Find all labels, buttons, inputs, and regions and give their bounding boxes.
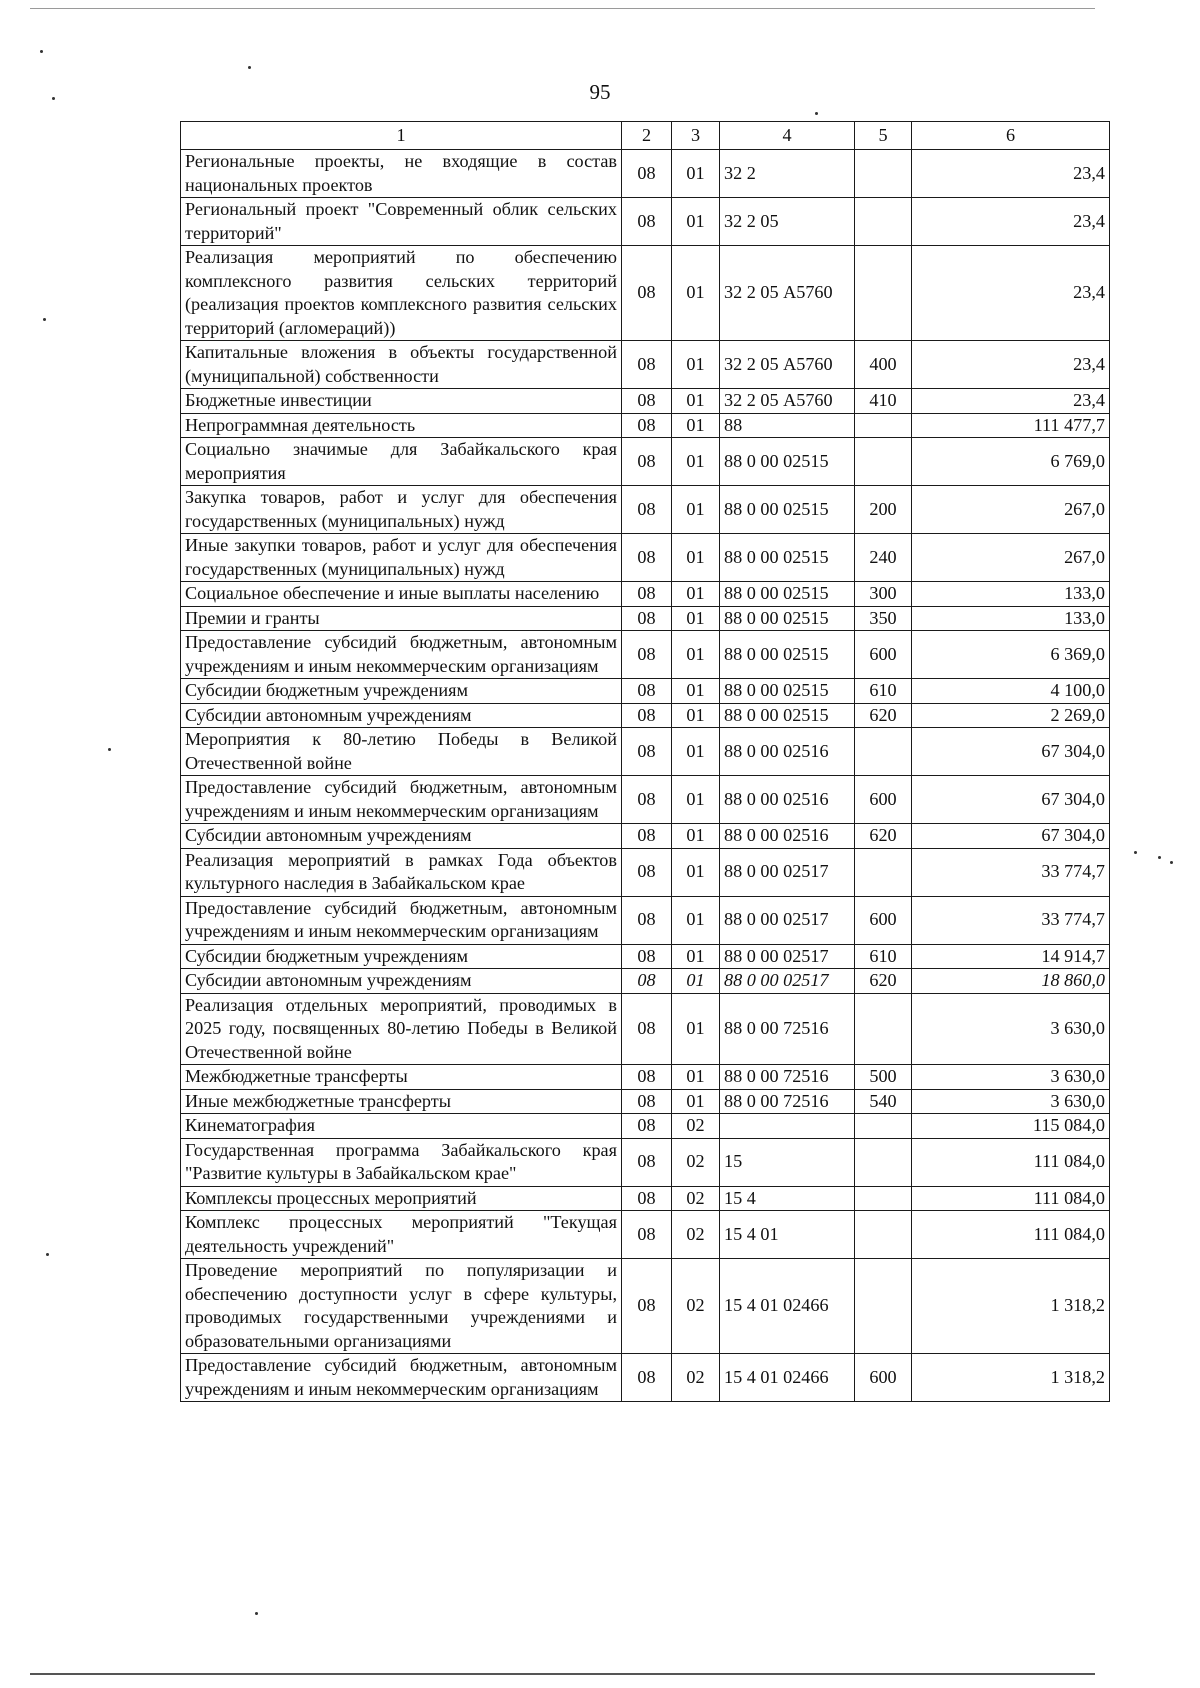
row-name-cell: Реализация мероприятий по обеспечению комплексного развития сельских территорий (реализация проектов комплексного развития сельских территорий (агломераций)) bbox=[181, 246, 622, 341]
row-name-cell: Реализация отдельных мероприятий, проводимых в 2025 году, посвященных 80-летию Победы в Великой Отечественной войне bbox=[181, 993, 622, 1065]
table-row bbox=[181, 389, 1110, 414]
row-name-cell: Иные межбюджетные трансферты bbox=[181, 1089, 622, 1114]
row-name-cell: Проведение мероприятий по популяризации и обеспечению доступности услуг в сфере культуры, проводимых государственными учреждениями и образовательными организациями bbox=[181, 1259, 622, 1354]
target-article-cell: 32 2 05 bbox=[720, 198, 855, 246]
target-article-cell: 15 4 01 02466 bbox=[720, 1354, 855, 1402]
expense-type-cell bbox=[855, 993, 912, 1065]
row-name-cell: Закупка товаров, работ и услуг для обеспечения государственных (муниципальных) нужд bbox=[181, 486, 622, 534]
row-name-cell: Региональный проект "Современный облик сельских территорий" bbox=[181, 198, 622, 246]
target-article-cell: 88 0 00 02515 bbox=[720, 631, 855, 679]
subsection-code-cell: 02 bbox=[672, 1211, 720, 1259]
section-code-cell: 08 bbox=[622, 993, 672, 1065]
table-row bbox=[181, 703, 1110, 728]
table-row bbox=[181, 150, 1110, 198]
amount-cell: 18 860,0 bbox=[912, 969, 1110, 994]
row-name-cell: Бюджетные инвестиции bbox=[181, 389, 622, 414]
scan-speck bbox=[1134, 851, 1137, 854]
header-col-5: 5 bbox=[855, 122, 912, 150]
expense-type-cell bbox=[855, 246, 912, 341]
row-name-cell: Предоставление субсидий бюджетным, автономным учреждениям и иным некоммерческим организациям bbox=[181, 776, 622, 824]
target-article-cell: 88 0 00 02517 bbox=[720, 944, 855, 969]
subsection-code-cell: 01 bbox=[672, 944, 720, 969]
expense-type-cell: 240 bbox=[855, 534, 912, 582]
expense-type-cell bbox=[855, 150, 912, 198]
row-name-cell: Государственная программа Забайкальского края "Развитие культуры в Забайкальском крае" bbox=[181, 1138, 622, 1186]
expense-type-cell bbox=[855, 728, 912, 776]
expense-type-cell: 620 bbox=[855, 703, 912, 728]
section-code-cell: 08 bbox=[622, 776, 672, 824]
target-article-cell: 88 0 00 02517 bbox=[720, 896, 855, 944]
expense-type-cell: 300 bbox=[855, 582, 912, 607]
table-row bbox=[181, 1065, 1110, 1090]
header-col-3: 3 bbox=[672, 122, 720, 150]
scan-speck bbox=[43, 318, 46, 321]
subsection-code-cell: 01 bbox=[672, 198, 720, 246]
expense-type-cell bbox=[855, 1211, 912, 1259]
expense-type-cell: 600 bbox=[855, 1354, 912, 1402]
table-row bbox=[181, 969, 1110, 994]
expense-type-cell bbox=[855, 848, 912, 896]
row-name-cell: Предоставление субсидий бюджетным, автономным учреждениям и иным некоммерческим организациям bbox=[181, 896, 622, 944]
subsection-code-cell: 01 bbox=[672, 848, 720, 896]
table-row bbox=[181, 1089, 1110, 1114]
table-row bbox=[181, 776, 1110, 824]
section-code-cell: 08 bbox=[622, 631, 672, 679]
target-article-cell: 88 0 00 02515 bbox=[720, 534, 855, 582]
section-code-cell: 08 bbox=[622, 679, 672, 704]
subsection-code-cell: 02 bbox=[672, 1186, 720, 1211]
expense-type-cell bbox=[855, 1138, 912, 1186]
target-article-cell: 15 bbox=[720, 1138, 855, 1186]
section-code-cell: 08 bbox=[622, 606, 672, 631]
amount-cell: 23,4 bbox=[912, 341, 1110, 389]
section-code-cell: 08 bbox=[622, 1114, 672, 1139]
section-code-cell: 08 bbox=[622, 1186, 672, 1211]
amount-cell: 67 304,0 bbox=[912, 728, 1110, 776]
table-row bbox=[181, 1138, 1110, 1186]
scan-speck bbox=[815, 112, 818, 115]
subsection-code-cell: 02 bbox=[672, 1114, 720, 1139]
row-name-cell: Комплекс процессных мероприятий "Текущая деятельность учреждений" bbox=[181, 1211, 622, 1259]
table-row bbox=[181, 413, 1110, 438]
subsection-code-cell: 01 bbox=[672, 703, 720, 728]
amount-cell: 33 774,7 bbox=[912, 896, 1110, 944]
expense-type-cell: 400 bbox=[855, 341, 912, 389]
target-article-cell: 88 0 00 02515 bbox=[720, 582, 855, 607]
amount-cell: 111 477,7 bbox=[912, 413, 1110, 438]
row-name-cell: Субсидии бюджетным учреждениям bbox=[181, 679, 622, 704]
amount-cell: 1 318,2 bbox=[912, 1354, 1110, 1402]
top-scan-edge bbox=[30, 8, 1095, 9]
expense-type-cell bbox=[855, 413, 912, 438]
expense-type-cell: 500 bbox=[855, 1065, 912, 1090]
table-row bbox=[181, 848, 1110, 896]
target-article-cell: 88 bbox=[720, 413, 855, 438]
scan-speck bbox=[46, 1253, 49, 1256]
header-col-4: 4 bbox=[720, 122, 855, 150]
row-name-cell: Мероприятия к 80-летию Победы в Великой Отечественной войне bbox=[181, 728, 622, 776]
table-row bbox=[181, 582, 1110, 607]
section-code-cell: 08 bbox=[622, 1089, 672, 1114]
amount-cell: 267,0 bbox=[912, 486, 1110, 534]
row-name-cell: Реализация мероприятий в рамках Года объектов культурного наследия в Забайкальском крае bbox=[181, 848, 622, 896]
expense-type-cell: 620 bbox=[855, 969, 912, 994]
amount-cell: 111 084,0 bbox=[912, 1211, 1110, 1259]
subsection-code-cell: 01 bbox=[672, 1065, 720, 1090]
subsection-code-cell: 02 bbox=[672, 1354, 720, 1402]
expense-type-cell bbox=[855, 1186, 912, 1211]
target-article-cell: 15 4 bbox=[720, 1186, 855, 1211]
amount-cell: 14 914,7 bbox=[912, 944, 1110, 969]
table-row bbox=[181, 824, 1110, 849]
section-code-cell: 08 bbox=[622, 848, 672, 896]
amount-cell: 23,4 bbox=[912, 389, 1110, 414]
section-code-cell: 08 bbox=[622, 198, 672, 246]
target-article-cell: 88 0 00 02516 bbox=[720, 824, 855, 849]
scan-speck bbox=[255, 1612, 258, 1615]
expense-type-cell bbox=[855, 1259, 912, 1354]
section-code-cell: 08 bbox=[622, 824, 672, 849]
header-col-2: 2 bbox=[622, 122, 672, 150]
header-col-1: 1 bbox=[181, 122, 622, 150]
amount-cell: 3 630,0 bbox=[912, 1065, 1110, 1090]
section-code-cell: 08 bbox=[622, 246, 672, 341]
row-name-cell: Субсидии автономным учреждениям bbox=[181, 824, 622, 849]
scan-speck bbox=[1170, 861, 1173, 864]
amount-cell: 267,0 bbox=[912, 534, 1110, 582]
section-code-cell: 08 bbox=[622, 969, 672, 994]
row-name-cell: Премии и гранты bbox=[181, 606, 622, 631]
row-name-cell: Субсидии автономным учреждениям bbox=[181, 969, 622, 994]
section-code-cell: 08 bbox=[622, 534, 672, 582]
scan-speck bbox=[248, 66, 251, 69]
section-code-cell: 08 bbox=[622, 150, 672, 198]
table-row bbox=[181, 246, 1110, 341]
subsection-code-cell: 01 bbox=[672, 776, 720, 824]
page-number: 95 bbox=[589, 80, 611, 104]
section-code-cell: 08 bbox=[622, 703, 672, 728]
subsection-code-cell: 01 bbox=[672, 606, 720, 631]
amount-cell: 111 084,0 bbox=[912, 1138, 1110, 1186]
amount-cell: 3 630,0 bbox=[912, 1089, 1110, 1114]
expense-type-cell: 600 bbox=[855, 896, 912, 944]
amount-cell: 67 304,0 bbox=[912, 824, 1110, 849]
table-row bbox=[181, 896, 1110, 944]
target-article-cell: 88 0 00 02515 bbox=[720, 703, 855, 728]
subsection-code-cell: 01 bbox=[672, 341, 720, 389]
table-row bbox=[181, 198, 1110, 246]
section-code-cell: 08 bbox=[622, 1354, 672, 1402]
row-name-cell: Социальное обеспечение и иные выплаты населению bbox=[181, 582, 622, 607]
section-code-cell: 08 bbox=[622, 582, 672, 607]
row-name-cell: Социально значимые для Забайкальского края мероприятия bbox=[181, 438, 622, 486]
table-row bbox=[181, 1259, 1110, 1354]
subsection-code-cell: 01 bbox=[672, 679, 720, 704]
scan-speck bbox=[52, 97, 55, 100]
row-name-cell: Межбюджетные трансферты bbox=[181, 1065, 622, 1090]
amount-cell: 23,4 bbox=[912, 150, 1110, 198]
target-article-cell: 32 2 05 А5760 bbox=[720, 389, 855, 414]
subsection-code-cell: 01 bbox=[672, 389, 720, 414]
amount-cell: 6 369,0 bbox=[912, 631, 1110, 679]
expense-type-cell bbox=[855, 438, 912, 486]
target-article-cell: 32 2 05 А5760 bbox=[720, 341, 855, 389]
section-code-cell: 08 bbox=[622, 486, 672, 534]
amount-cell: 4 100,0 bbox=[912, 679, 1110, 704]
target-article-cell: 88 0 00 02517 bbox=[720, 969, 855, 994]
subsection-code-cell: 01 bbox=[672, 728, 720, 776]
table-row bbox=[181, 1114, 1110, 1139]
subsection-code-cell: 01 bbox=[672, 969, 720, 994]
scan-speck bbox=[1158, 856, 1161, 859]
section-code-cell: 08 bbox=[622, 1065, 672, 1090]
expense-type-cell bbox=[855, 1114, 912, 1139]
subsection-code-cell: 02 bbox=[672, 1138, 720, 1186]
section-code-cell: 08 bbox=[622, 944, 672, 969]
amount-cell: 133,0 bbox=[912, 606, 1110, 631]
table-row bbox=[181, 1354, 1110, 1402]
subsection-code-cell: 01 bbox=[672, 993, 720, 1065]
section-code-cell: 08 bbox=[622, 1138, 672, 1186]
table-row bbox=[181, 438, 1110, 486]
amount-cell: 1 318,2 bbox=[912, 1259, 1110, 1354]
amount-cell: 115 084,0 bbox=[912, 1114, 1110, 1139]
target-article-cell: 88 0 00 02515 bbox=[720, 486, 855, 534]
row-name-cell: Капитальные вложения в объекты государственной (муниципальной) собственности bbox=[181, 341, 622, 389]
row-name-cell: Кинематография bbox=[181, 1114, 622, 1139]
expense-type-cell: 350 bbox=[855, 606, 912, 631]
section-code-cell: 08 bbox=[622, 341, 672, 389]
section-code-cell: 08 bbox=[622, 1211, 672, 1259]
row-name-cell: Иные закупки товаров, работ и услуг для обеспечения государственных (муниципальных) нужд bbox=[181, 534, 622, 582]
table-row bbox=[181, 341, 1110, 389]
subsection-code-cell: 01 bbox=[672, 534, 720, 582]
amount-cell: 67 304,0 bbox=[912, 776, 1110, 824]
subsection-code-cell: 01 bbox=[672, 438, 720, 486]
table-row bbox=[181, 1211, 1110, 1259]
section-code-cell: 08 bbox=[622, 413, 672, 438]
subsection-code-cell: 01 bbox=[672, 582, 720, 607]
amount-cell: 23,4 bbox=[912, 246, 1110, 341]
target-article-cell: 88 0 00 02515 bbox=[720, 606, 855, 631]
target-article-cell: 88 0 00 02517 bbox=[720, 848, 855, 896]
table-row bbox=[181, 606, 1110, 631]
amount-cell: 3 630,0 bbox=[912, 993, 1110, 1065]
section-code-cell: 08 bbox=[622, 389, 672, 414]
table-row bbox=[181, 631, 1110, 679]
subsection-code-cell: 01 bbox=[672, 246, 720, 341]
amount-cell: 2 269,0 bbox=[912, 703, 1110, 728]
row-name-cell: Предоставление субсидий бюджетным, автономным учреждениям и иным некоммерческим организациям bbox=[181, 1354, 622, 1402]
row-name-cell: Субсидии бюджетным учреждениям bbox=[181, 944, 622, 969]
table-header-row bbox=[181, 122, 1110, 150]
amount-cell: 133,0 bbox=[912, 582, 1110, 607]
expense-type-cell: 600 bbox=[855, 631, 912, 679]
section-code-cell: 08 bbox=[622, 728, 672, 776]
expense-type-cell: 610 bbox=[855, 944, 912, 969]
row-name-cell: Предоставление субсидий бюджетным, автономным учреждениям и иным некоммерческим организациям bbox=[181, 631, 622, 679]
amount-cell: 6 769,0 bbox=[912, 438, 1110, 486]
budget-table bbox=[180, 121, 1110, 1402]
subsection-code-cell: 01 bbox=[672, 486, 720, 534]
target-article-cell: 88 0 00 02516 bbox=[720, 776, 855, 824]
section-code-cell: 08 bbox=[622, 1259, 672, 1354]
expense-type-cell: 620 bbox=[855, 824, 912, 849]
target-article-cell: 88 0 00 02515 bbox=[720, 679, 855, 704]
row-name-cell: Комплексы процессных мероприятий bbox=[181, 1186, 622, 1211]
subsection-code-cell: 01 bbox=[672, 896, 720, 944]
table-row bbox=[181, 1186, 1110, 1211]
subsection-code-cell: 01 bbox=[672, 824, 720, 849]
scan-speck bbox=[108, 748, 111, 751]
bottom-scan-edge bbox=[30, 1673, 1095, 1675]
expense-type-cell: 200 bbox=[855, 486, 912, 534]
header-col-6: 6 bbox=[912, 122, 1110, 150]
expense-type-cell: 610 bbox=[855, 679, 912, 704]
section-code-cell: 08 bbox=[622, 896, 672, 944]
row-name-cell: Региональные проекты, не входящие в состав национальных проектов bbox=[181, 150, 622, 198]
scan-speck bbox=[40, 50, 43, 53]
subsection-code-cell: 02 bbox=[672, 1259, 720, 1354]
amount-cell: 33 774,7 bbox=[912, 848, 1110, 896]
subsection-code-cell: 01 bbox=[672, 1089, 720, 1114]
row-name-cell: Непрограммная деятельность bbox=[181, 413, 622, 438]
amount-cell: 111 084,0 bbox=[912, 1186, 1110, 1211]
target-article-cell: 88 0 00 72516 bbox=[720, 993, 855, 1065]
table-row bbox=[181, 944, 1110, 969]
expense-type-cell bbox=[855, 198, 912, 246]
subsection-code-cell: 01 bbox=[672, 631, 720, 679]
target-article-cell: 88 0 00 02516 bbox=[720, 728, 855, 776]
target-article-cell: 32 2 05 А5760 bbox=[720, 246, 855, 341]
subsection-code-cell: 01 bbox=[672, 150, 720, 198]
table-row bbox=[181, 993, 1110, 1065]
table-row bbox=[181, 486, 1110, 534]
target-article-cell: 88 0 00 72516 bbox=[720, 1089, 855, 1114]
target-article-cell: 88 0 00 02515 bbox=[720, 438, 855, 486]
target-article-cell: 88 0 00 72516 bbox=[720, 1065, 855, 1090]
section-code-cell: 08 bbox=[622, 438, 672, 486]
expense-type-cell: 540 bbox=[855, 1089, 912, 1114]
expense-type-cell: 410 bbox=[855, 389, 912, 414]
target-article-cell: 15 4 01 bbox=[720, 1211, 855, 1259]
amount-cell: 23,4 bbox=[912, 198, 1110, 246]
row-name-cell: Субсидии автономным учреждениям bbox=[181, 703, 622, 728]
subsection-code-cell: 01 bbox=[672, 413, 720, 438]
table-row bbox=[181, 679, 1110, 704]
table-body bbox=[181, 150, 1110, 1402]
table-row bbox=[181, 728, 1110, 776]
target-article-cell: 32 2 bbox=[720, 150, 855, 198]
target-article-cell: 15 4 01 02466 bbox=[720, 1259, 855, 1354]
target-article-cell bbox=[720, 1114, 855, 1139]
table-row bbox=[181, 534, 1110, 582]
expense-type-cell: 600 bbox=[855, 776, 912, 824]
